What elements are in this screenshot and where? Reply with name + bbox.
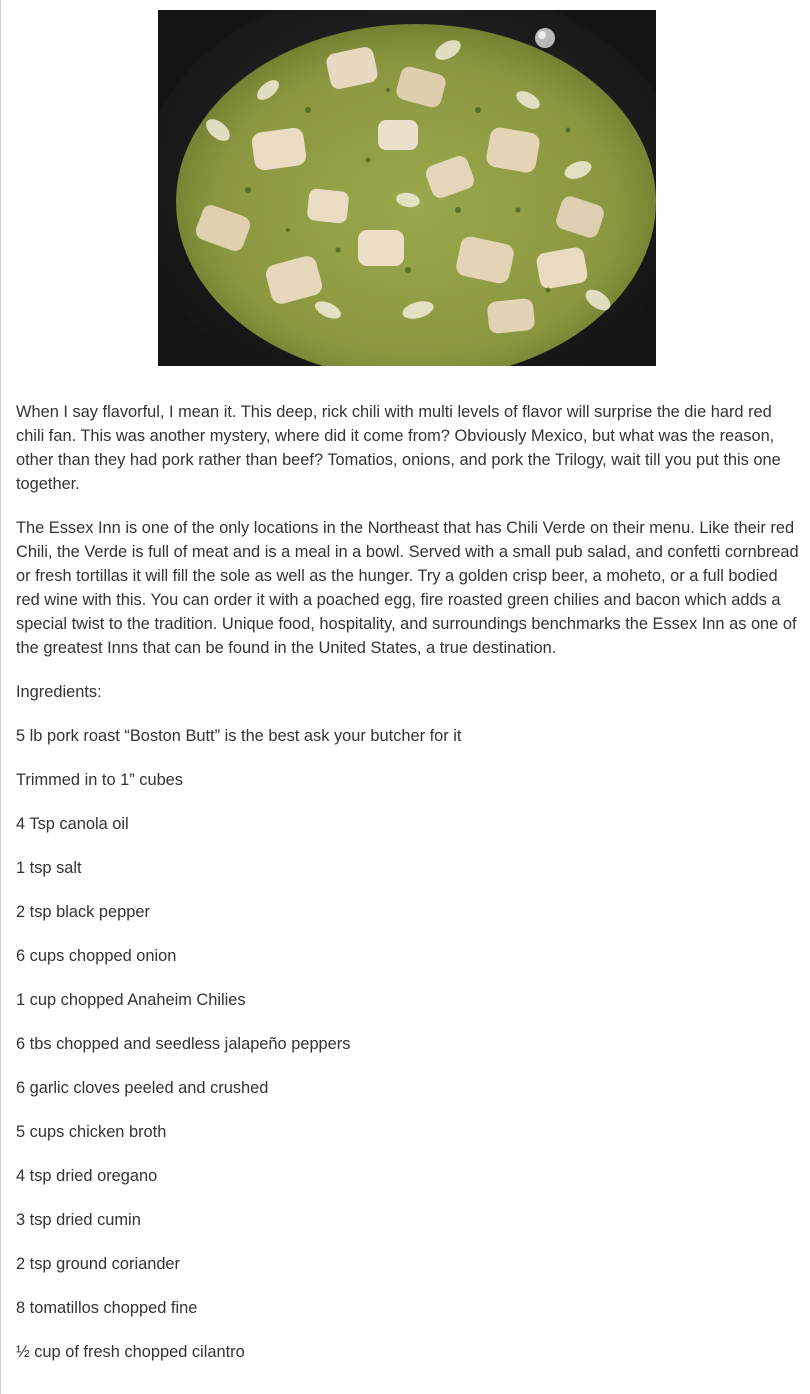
ingredient-item: 2 tsp ground coriander: [16, 1255, 181, 1273]
ingredients-heading: Ingredients:: [16, 683, 102, 701]
ingredient-item: ½ cup of fresh chopped cilantro: [16, 1343, 245, 1361]
chili-verde-photo: [158, 10, 656, 366]
ingredient-item: 3 tsp dried cumin: [16, 1211, 141, 1229]
ingredient-item: 2 tsp black pepper: [16, 903, 150, 921]
ingredients-list: [16, 724, 804, 1364]
lid-knob: [535, 28, 555, 48]
article-body: [16, 400, 804, 1384]
ingredient-item: 5 lb pork roast “Boston Butt” is the best ask your butcher for it: [16, 727, 462, 745]
ingredient-item: 1 cup chopped Anaheim Chilies: [16, 991, 246, 1009]
ingredient-item: 5 cups chicken broth: [16, 1123, 167, 1141]
ingredient-item: 1 tsp salt: [16, 859, 82, 877]
ingredient-item: 6 tbs chopped and seedless jalapeño peppers: [16, 1035, 351, 1053]
page-left-border: [0, 0, 1, 1394]
pan-illustration: [158, 10, 656, 366]
ingredient-item: 8 tomatillos chopped fine: [16, 1299, 198, 1317]
ingredient-item: 4 Tsp canola oil: [16, 815, 129, 833]
ingredient-item: 6 cups chopped onion: [16, 947, 177, 965]
ingredient-item: 6 garlic cloves peeled and crushed: [16, 1079, 269, 1097]
intro-paragraph: When I say flavorful, I mean it. This deep, rick chili with multi levels of flavor will surprise the die hard red chili fan. This was another mystery, where did it come from? Obviously Mexico, but what was the reason, other than they had pork rather than beef? Tomatios, onions, and pork the Trilogy, wait till you put this one together.: [16, 403, 781, 493]
ingredient-item: Trimmed in to 1” cubes: [16, 771, 183, 789]
ingredient-item: 4 tsp dried oregano: [16, 1167, 158, 1185]
essex-inn-paragraph: The Essex Inn is one of the only locations in the Northeast that has Chili Verde on their menu. Like their red Chili, the Verde is full of meat and is a meal in a bowl. Served with a small pub salad, and confetti cornbread or fresh tortillas it will fill the sole as well as the hunger. Try a golden crisp beer, a moheto, or a full bodied red wine with this. You can order it with a poached egg, fire roasted green chilies and bacon which adds a special twist to the tradition. Unique food, hospitality, and surroundings benchmarks the Essex Inn as one of the greatest Inns that can be found in the United States, a true destination.: [16, 519, 799, 657]
